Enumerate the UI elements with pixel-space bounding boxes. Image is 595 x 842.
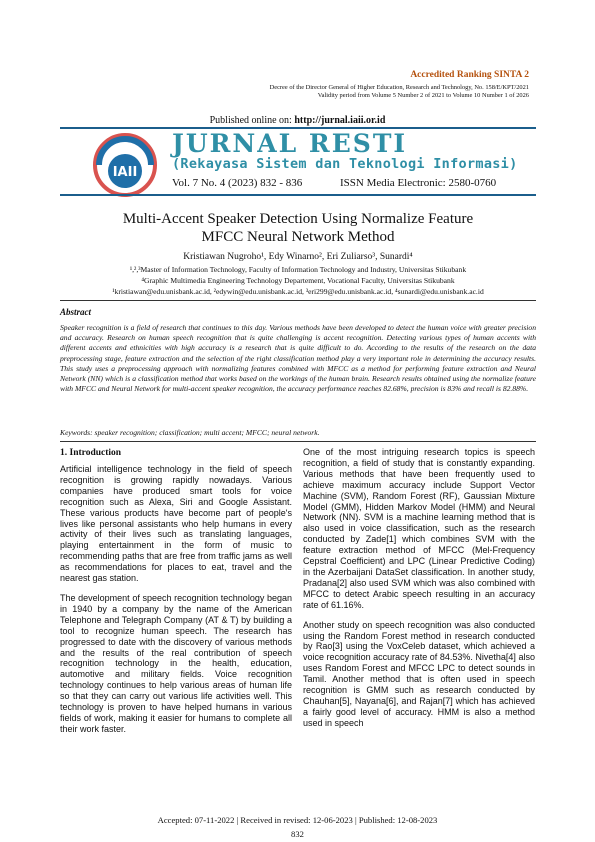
left-column xyxy=(60,464,292,744)
journal-subtitle: (Rekayasa Sistem dan Teknologi Informasi) xyxy=(172,156,518,172)
journal-issn: ISSN Media Electronic: 2580-0760 xyxy=(340,177,497,189)
abstract-divider-bottom xyxy=(60,441,536,442)
accreditation-label: Accredited Ranking SINTA 2 xyxy=(410,70,529,80)
abstract-divider-top xyxy=(60,300,536,301)
logo-text: IAII xyxy=(112,165,138,180)
affiliation-2: ⁴Graphic Multimedia Engineering Technology Departement, Vocational Faculty, Universitas Stikubank xyxy=(141,276,455,285)
journal-name: JURNAL RESTI xyxy=(172,129,408,158)
journal-volume: Vol. 7 No. 4 (2023) 832 - 836 xyxy=(172,177,303,189)
paragraph: The development of speech recognition technology began in 1940 by a company by the name of the American Telephone and Telegraph Company (AT & T) by building a tool to recognize human speech. The research has progressed to date with the discovery of various methods and the results of the real contribution of speech recognition technology in the health, education, automotive and military fields. Voice recognition technology continues to help various areas of human life so that they can carry out various life activities well. This technology is proven to have helped humans in various fields of work, making it easier for humans to complete all their work faster. xyxy=(60,592,292,734)
page-number: 832 xyxy=(291,829,304,839)
paper-title xyxy=(60,210,536,246)
keywords: Keywords: speaker recognition; classification; multi accent; MFCC; neural network. xyxy=(60,428,320,437)
paper-title-line-1: Multi-Accent Speaker Detection Using Normalize Feature xyxy=(122,211,474,227)
published-prefix: Published online on: xyxy=(209,115,295,126)
submission-dates: Accepted: 07-11-2022 | Received in revised: 12-06-2023 | Published: 12-08-2023 xyxy=(157,815,438,825)
journal-url-link[interactable]: http://jurnal.iaii.or.id xyxy=(294,115,386,126)
author-list: Kristiawan Nugroho¹, Edy Winarno², Eri Zuliarso³, Sunardi⁴ xyxy=(183,252,413,262)
affiliation-1: ¹,²,³Master of Information Technology, Faculty of Information Technology and Industry, Universitas Stikubank xyxy=(129,265,467,274)
decree-text: Decree of the Director General of Higher Education, Research and Technology, No. 158/E/KPT/2021 xyxy=(269,84,529,91)
paragraph: One of the most intriguing research topics is speech recognition, a field of study that is constantly expanding. Various methods that have been frequently used to achieve maximum accuracy include Support Vector Machine (SVM), Random Forest (RF), Gaussian Mixture Model (GMM), Hidden Markov Model (HMM) and Neural Network (NN). SVM is a machine learning method that is also used in voice classification, such as the research conducted by Zade[1] which combines SVM with the feature extraction method of MFCC (Mel-Frequency Cepstral Coefficient) and LPC (Linear Predictive Coding) in the Azerbaijani DataSet classification. In another study, Pradana[2] also used SVM which was also combined with MFCC to detect Arabic speech resulting in an accuracy rate of 61.16%. xyxy=(303,447,535,610)
abstract-heading: Abstract xyxy=(60,307,92,317)
paper-title-line-2: MFCC Neural Network Method xyxy=(201,229,395,245)
abstract-body: Speaker recognition is a field of research that continues to this day. Various methods have been developed to detect the human voice with greater precision and accuracy. Research on human speech recognition that is quite challenging is accent recognition. Detecting various types of human accents with different accents and ethnicities with high accuracy is a research that is quite difficult to do. According to the results of the research on the data preprocessing stage, feature extraction and the selection of the right classification method play a very important role in determining the accuracy results. This study uses a preprocessing approach with normalizing features combined with MFCC as a method for performing feature extraction and Neural Network (NN) which is a classification method that works based on the workings of the human brain. Research results obtained using the normalize feature with MFCC and Neural Network for multi-accent speaker recognition, the accuracy performance reaches 82.68%, precision is 83% and recall is 82.88%. xyxy=(60,323,536,394)
iaii-logo-icon xyxy=(93,133,157,197)
paragraph: Artificial intelligence technology in the field of speech recognition is growing rapidly nowadays. Various companies have produced smart tools for voice recognition such as Alexa, Siri and Google Assistant. These various products have become part of people's lives like personal assistants who help humans in every activity of their lives such as translating languages, playing entertainment in the form of music to recommending paths that are free from traffic jams as well as recommendations for places to eat, travel and the nearest gas station. xyxy=(60,464,292,584)
author-emails: ¹kristiawan@edu.unisbank.ac.id, ²edywin@edu.unisbank.ac.id, ³eri299@edu.unisbank.ac.id, ⁴sunardi@edu.unisbank.ac.id xyxy=(112,287,484,296)
published-online xyxy=(0,115,595,126)
paragraph: Another study on speech recognition was also conducted using the Random Forest method in research conducted by Rao[3] using the VoxCeleb dataset, which achieved a voice recognition accuracy rate of 84.53%. Nivetha[4] also uses Random Forest and MFCC LPC to detect sounds in Tamil. Another method that is often used in speech recognition is GMM such as research conducted by Chauhan[5], Nayana[6], and Rajan[7] which has achieved a fairly good level of accuracy. HMM is also a method used in speech xyxy=(303,619,535,728)
header-rule-bottom xyxy=(60,194,536,196)
validity-text: Validity period from Volume 5 Number 2 of 2021 to Volume 10 Number 1 of 2026 xyxy=(317,92,529,99)
section-introduction-heading: 1. Introduction xyxy=(60,448,122,458)
right-column xyxy=(303,447,535,738)
